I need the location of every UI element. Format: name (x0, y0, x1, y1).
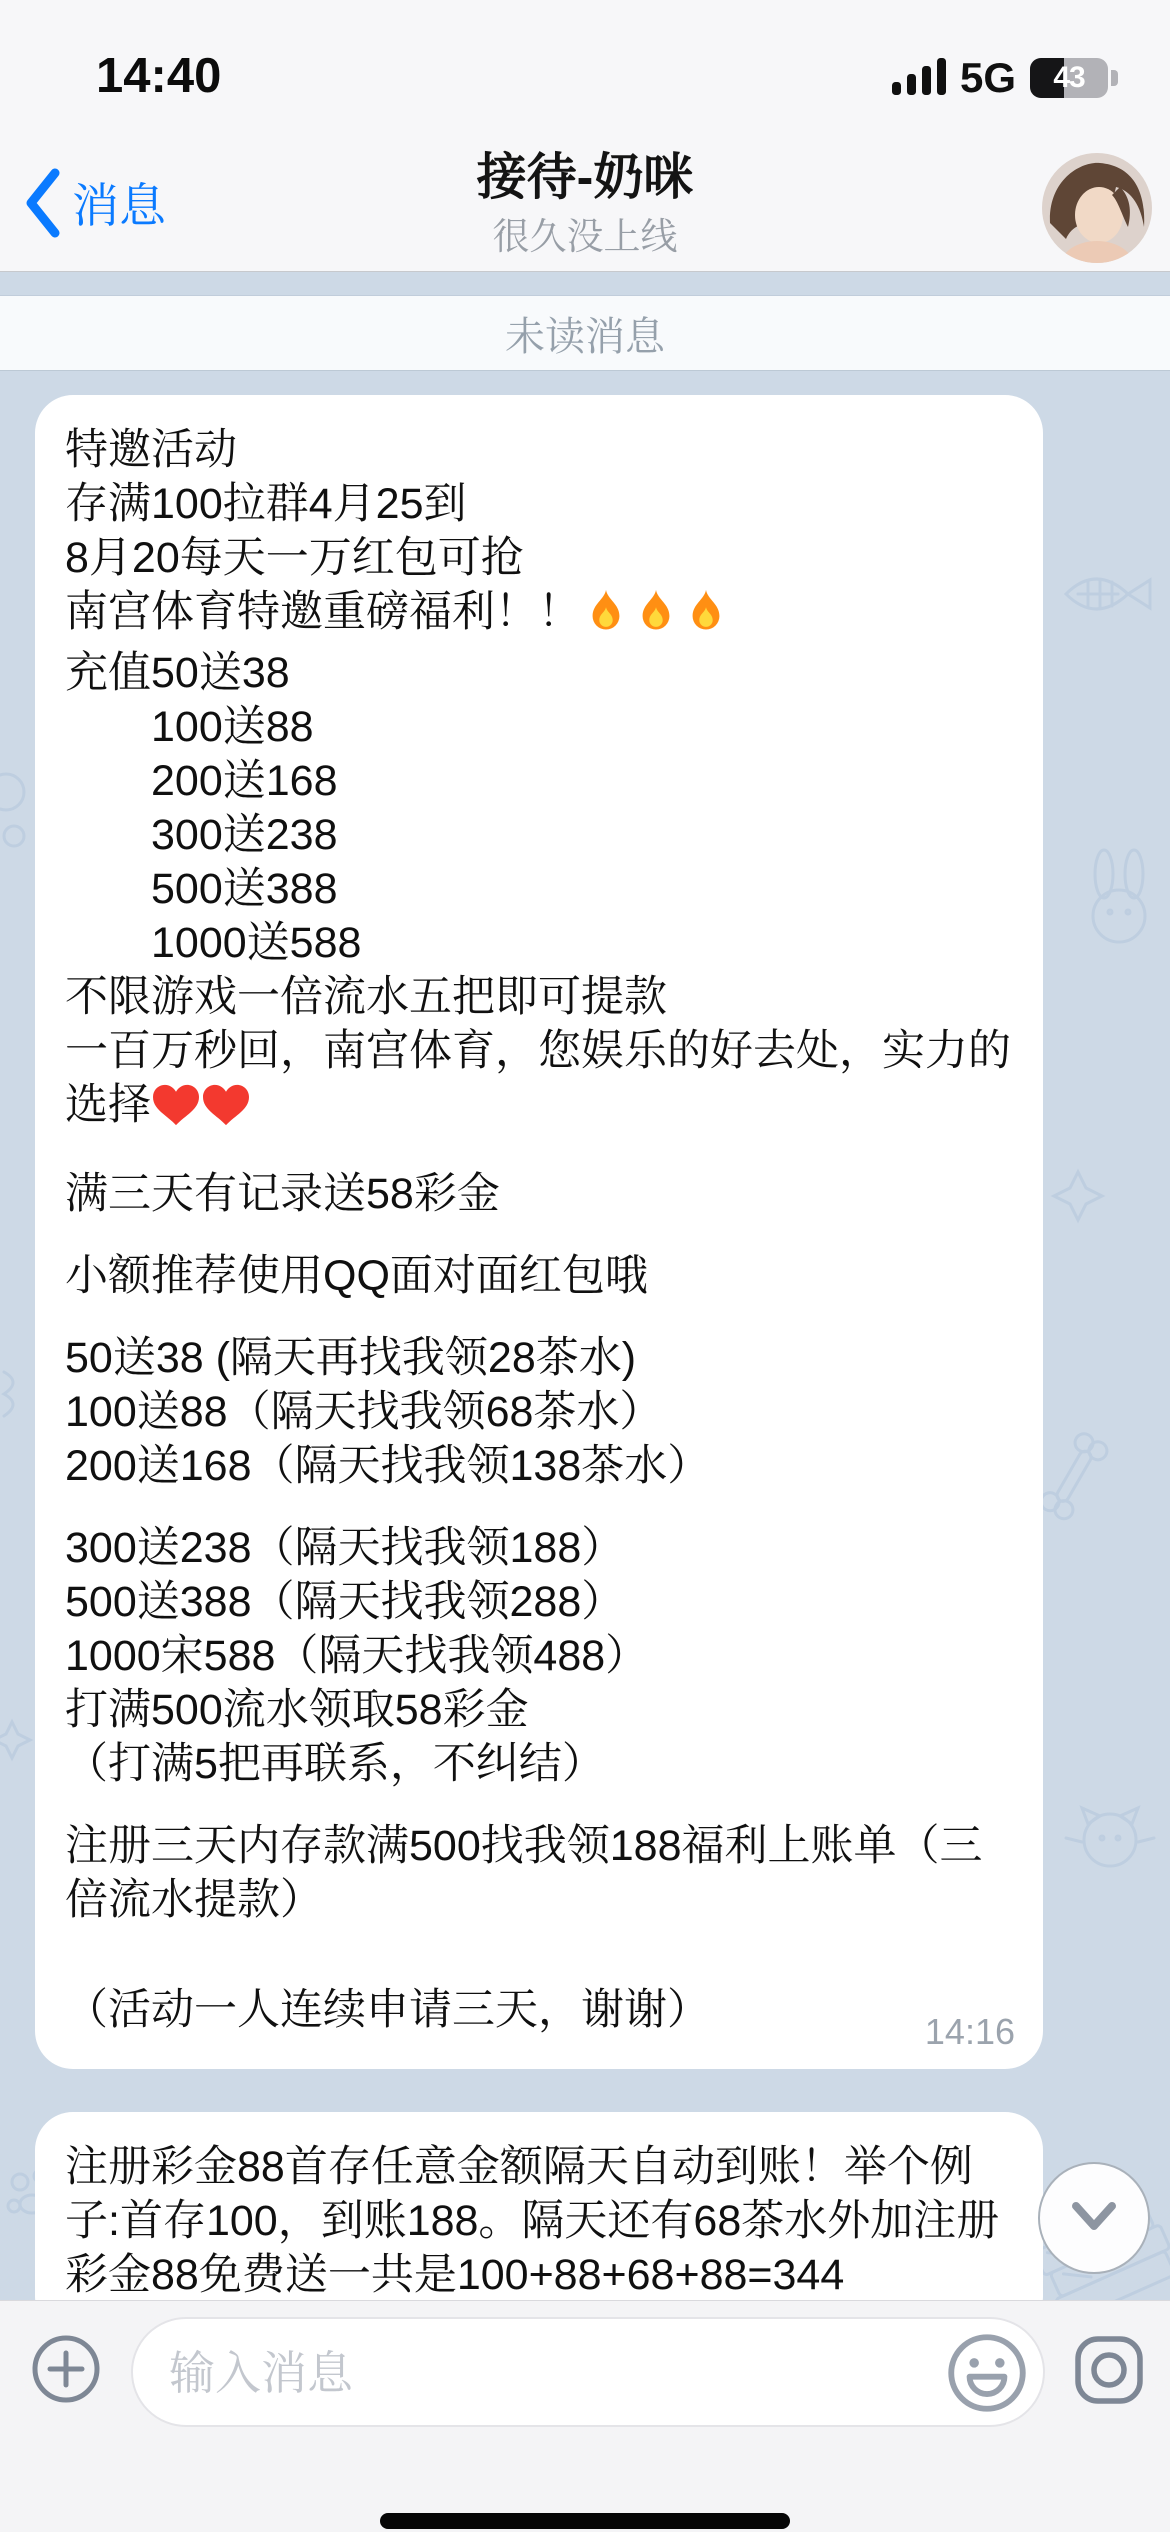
header (0, 0, 1170, 272)
message-line: 打满500流水领取58彩金 (65, 1686, 529, 1734)
smiley-emoji-icon (943, 2404, 1031, 2421)
network-type-label: 5G (959, 54, 1016, 101)
contact-avatar[interactable] (1042, 153, 1152, 263)
cellular-bars-icon (892, 56, 946, 101)
message-line: 南宫体育特邀重磅福利！！ (65, 585, 1013, 646)
message-line (65, 1139, 1013, 1167)
plus-circle-icon (31, 2391, 101, 2408)
emoji-button[interactable] (943, 2329, 1031, 2417)
message-line: 存满100拉群4月25到 (65, 480, 467, 528)
chat-title: 接待-奶咪 (476, 149, 694, 205)
message-line (65, 1303, 1013, 1331)
message-line: （打满5把再联系，不纠结） (65, 1740, 605, 1788)
fire-emoji (583, 587, 629, 646)
message-line: 100送88（隔天找我领68茶水） (65, 1388, 663, 1436)
back-label: 消息 (72, 178, 166, 232)
message-bubble (35, 395, 1043, 2069)
message-line: 注册彩金88首存任意金额隔天自动到账！举个例子:首存100，到账188。隔天还有68茶水外加注册彩金88免费送一共是100+88+68+88=344 (65, 2143, 1000, 2299)
message-line: 500送388（隔天找我领288） (65, 1578, 625, 1626)
status-time: 14:40 (96, 49, 222, 103)
message-line: 一百万秒回，南宫体育，您娱乐的好去处，实力的选择 (65, 1024, 1013, 1139)
message-line: 100送88 (65, 703, 314, 751)
scroll-to-bottom-button[interactable] (1038, 2162, 1150, 2274)
squircle-camera-icon (1073, 2393, 1145, 2410)
message-line: 小额推荐使用QQ面对面红包哦 (65, 1252, 648, 1300)
battery-icon (1030, 58, 1108, 98)
home-indicator[interactable] (380, 2513, 790, 2529)
message-line (65, 1791, 1013, 1819)
chat-subtitle: 很久没上线 (492, 216, 678, 257)
unread-messages-label: 未读消息 (505, 314, 665, 359)
message-line: 50送38 (隔天再找我领28茶水) (65, 1334, 637, 1382)
attach-button[interactable] (31, 2334, 101, 2404)
chevron-down-icon (1066, 2190, 1122, 2247)
message-line: 充值50送38 (65, 649, 290, 697)
message-line: 注册三天内存款满500找我领188福利上账单（三倍流水提款） (65, 1822, 983, 1924)
message-line (65, 1493, 1013, 1521)
heart-emoji (203, 1084, 249, 1139)
message-input-field (131, 2317, 1045, 2427)
status-right-cluster (892, 54, 1108, 102)
message-line: 满三天有记录送58彩金 (65, 1170, 500, 1218)
message-line: 1000宋588（隔天找我领488） (65, 1632, 649, 1680)
message-input[interactable] (167, 2319, 911, 2427)
message-line (65, 1221, 1013, 1249)
message-line: 300送238 (65, 811, 338, 859)
message-line: 特邀活动 (65, 426, 237, 474)
heart-emoji (153, 1084, 199, 1139)
message-timestamp: 14:16 (924, 2011, 1015, 2052)
composer-bar (0, 2300, 1170, 2532)
message-line: 200送168（隔天找我领138茶水） (65, 1442, 711, 1490)
fire-emoji (633, 587, 679, 646)
message-line: 200送168 (65, 757, 338, 805)
message-line: 1000送588 (65, 919, 362, 967)
camera-button[interactable] (1073, 2334, 1145, 2406)
battery-percent: 43 (1053, 61, 1085, 94)
unread-messages-banner[interactable] (0, 296, 1170, 370)
message-line (65, 1927, 1013, 1955)
message-line: 500送388 (65, 865, 338, 913)
message-line: 不限游戏一倍流水五把即可提款 (65, 973, 667, 1021)
chat-area (0, 272, 1170, 2300)
message-line: 8月20每天一万红包可抢 (65, 534, 524, 582)
message-line: 300送238（隔天找我领188） (65, 1524, 625, 1572)
message-line: （活动一人连续申请三天，谢谢） (65, 1986, 710, 2034)
message-line (65, 1955, 1013, 1983)
message-bubble (35, 2112, 1043, 2300)
fire-emoji (683, 587, 729, 646)
